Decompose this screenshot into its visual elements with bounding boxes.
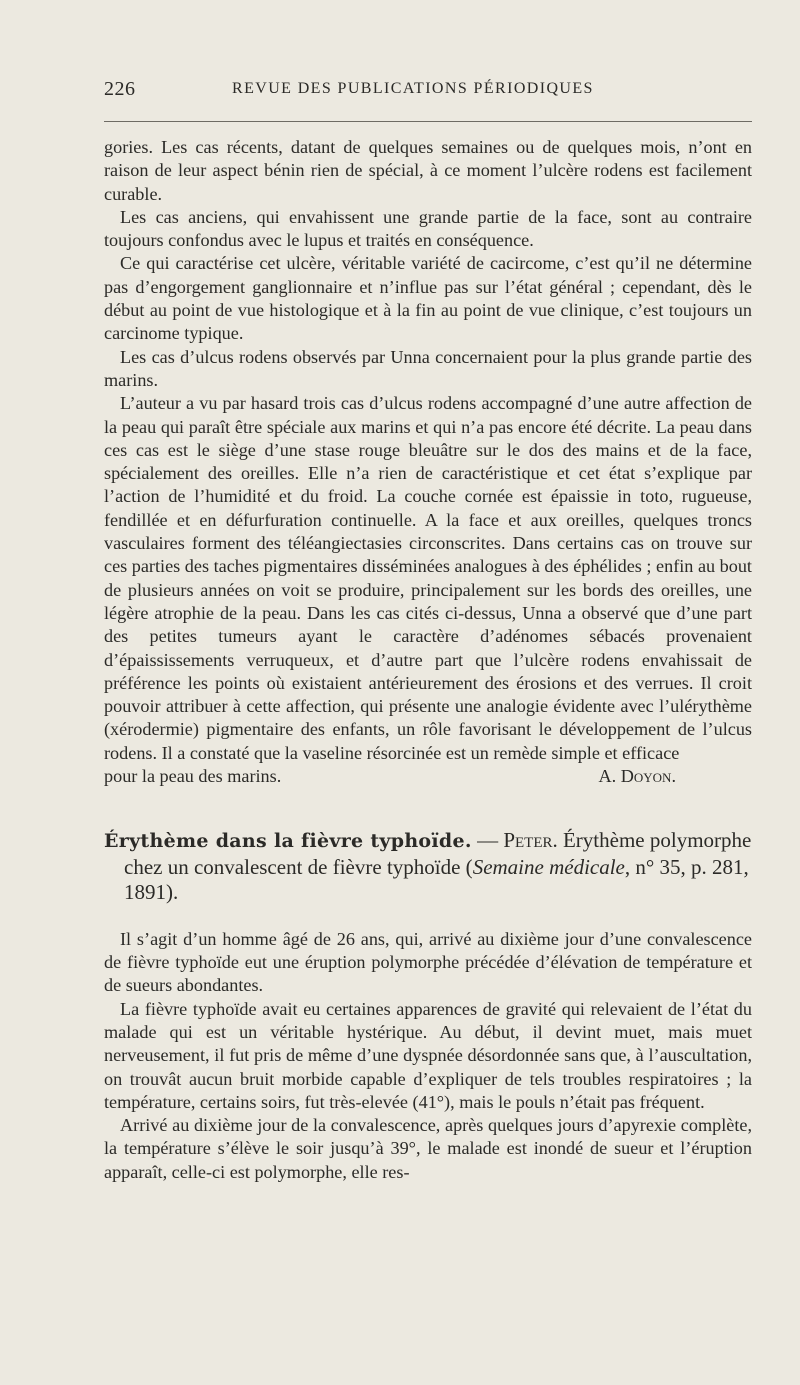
running-title: REVUE DES PUBLICATIONS PÉRIODIQUES — [232, 80, 594, 97]
paragraph: gories. Les cas récents, datant de quelques semaines ou de quelques mois, n’ont en raison de leur aspect bénin rien de spécial, à ce moment l’ulcère rodens est facilement curable. — [104, 137, 752, 204]
paragraph: Ce qui caractérise cet ulcère, véritable variété de cacircome, c’est qu’il ne détermine pas d’engorgement ganglionnaire et n’influe pas sur l’état général ; cependant, dès le début au point de vue histologique et à la fin au point de vue clinique, c’est toujours un carcinome typique. — [104, 253, 752, 344]
citation: , n° 35, p. 281, 1891). — [124, 854, 749, 905]
heading-dash: — — [471, 828, 504, 853]
article-subject: Érythème polymorphe chez un convalescent de fièvre typhoïde ( — [124, 828, 752, 879]
paragraph: Arrivé au dixième jour de la convalescence, après quelques jours d’apyrexie complète, la température s’élève le soir jusqu’à 39°, le malade est inondé de sueur et l’éruption apparaît, celle-ci est polymorphe, elle res- — [104, 1115, 752, 1182]
signature: A. Doyon. — [598, 766, 676, 787]
closing-line — [104, 765, 752, 788]
article-title: Érythème dans la fièvre typhoïde. — [104, 830, 472, 853]
paragraph: Les cas d’ulcus rodens observés par Unna concernaient pour la plus grande partie des marins. — [104, 346, 752, 390]
paragraph: La fièvre typhoïde avait eu certaines apparences de gravité qui relevaient de l’état du malade qui est un véritable hystérique. Au début, il devint muet, mais muet nerveusement, il fut pris de même d’une dyspnée désordonnée sans que, à l’auscultation, on trouvât aucun bruit morbide capable d’expliquer de tels troubles respiratoires ; la température, certains soirs, fut très-elevée (41°), mais le pouls n’était pas fréquent. — [104, 998, 752, 1112]
article-heading — [104, 828, 752, 906]
closing-text: pour la peau des marins. — [104, 766, 282, 787]
page-header — [104, 78, 752, 108]
paragraph: Il s’agit d’un homme âgé de 26 ans, qui, arrivé au dixième jour d’une convalescence de fièvre typhoïde eut une éruption polymorphe précédée d’élévation de température et de sueurs abondantes. — [104, 928, 752, 996]
paragraph: Les cas anciens, qui envahissent une grande partie de la face, sont au contraire toujours confondus avec le lupus et traités en conséquence. — [104, 206, 752, 251]
paragraph: L’auteur a vu par hasard trois cas d’ulcus rodens accompagné d’une autre affection de la peau qui paraît être spéciale aux marins et qui n’a pas encore été décrite. La peau dans ces cas est le siège d’une stase rouge bleuâtre sur le dos des mains et de la face, spécialement des oreilles. Elle n’a rien de caractéristique et cet état s’explique par l’action de l’humidité et du froid. La couche cornée est épaissie in toto, rugueuse, fendillée et en défurfuration continuelle. A la face et aux oreilles, quelques troncs vasculaires forment des téléangiectasies circonscrites. Dans certains cas on trouve sur ces parties des taches pigmentaires disséminées analogues à des éphélides ; enfin au bout de plusieurs années on voit se produire, principalement sur les bords des oreilles, une légère atrophie de la peau. Dans les cas cités ci-dessus, Unna a observé que d’une part des petites tumeurs ayant le caractère d’adénomes sébacés provenaient d’épaississements verruqueux, et d’autre part que l’ulcère rodens envahissait de préférence les points où existaient antérieurement des érosions et des verrues. Il croit pouvoir attribuer à cette affection, qui présente une analogie évidente avec l’ulérythème (xérodermie) pigmentaire des enfants, un rôle favorisant le développement de l’ulcus rodens. Il a constaté que la vaseline résorcinée est un remède simple et efficace — [104, 393, 752, 763]
journal-name: Semaine médicale — [472, 854, 625, 879]
page-body — [104, 136, 752, 1184]
header-rule — [104, 121, 752, 122]
page-number: 226 — [104, 78, 136, 100]
article-author: Peter. — [503, 828, 558, 853]
